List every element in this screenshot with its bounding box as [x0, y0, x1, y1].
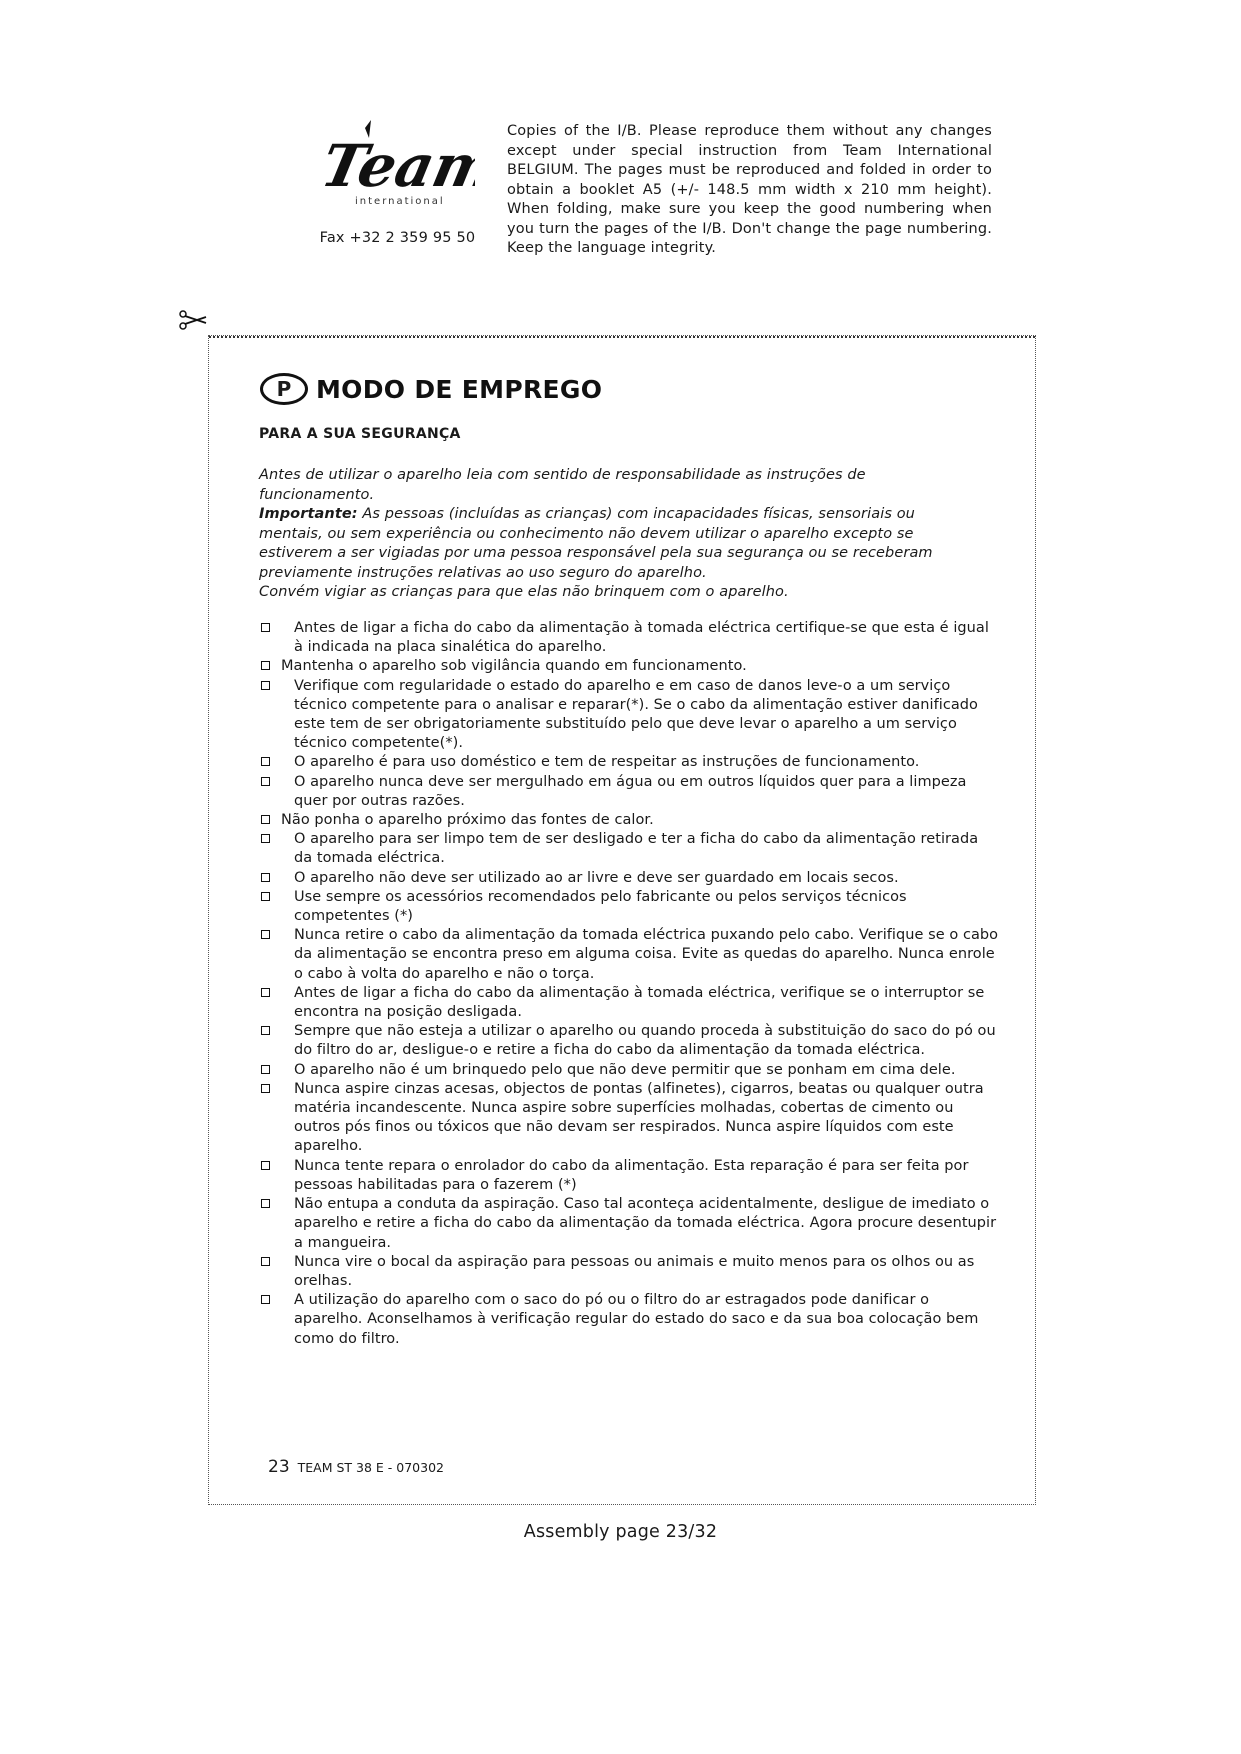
document-code: TEAM ST 38 E - 070302 [297, 1460, 444, 1475]
safety-intro [259, 466, 979, 603]
section-heading [260, 373, 602, 405]
list-item: Nunca aspire cinzas acesas, objectos de pontas (alfinetes), cigarros, beatas ou qualquer outra matéria incandescente. Nunca aspire sobre superfícies molhadas, cobertas de cimento ou outros pós finos ou tóxicos que não devam ser respirados. Nunca aspire líquidos com este aparelho. [259, 1080, 999, 1157]
checkbox-bullet-icon [261, 988, 270, 997]
page-title: MODO DE EMPREGO [316, 374, 603, 404]
logo-text: Team [325, 131, 475, 200]
children-warning: Convém vigiar as crianças para que elas não brinquem com o aparelho. [259, 584, 789, 600]
assembly-page-label: Assembly page 23/32 [523, 1522, 718, 1542]
print-instructions: Copies of the I/B. Please reproduce them without any changes except under special instruction from Team International BELGIUM. The pages must be reproduced and folded in order to obtain a booklet A5 (+/- 148.5 mm width x 210 mm height). When folding, make sure you keep the good numbering when you turn the pages of the I/B. Don't change the page numbering. Keep the language integrity. [507, 123, 992, 256]
page-footer [268, 1457, 444, 1477]
checkbox-bullet-icon [261, 1026, 270, 1035]
important-text: As pessoas (incluídas as crianças) com incapacidades físicas, sensoriais ou mentais, ou sem experiência ou conhecimento não devem utilizar o aparelho excepto se estiverem a ser vigiadas por uma pessoa responsável pela sua segurança ou se receberam previamente instruções relativas ao uso seguro do aparelho. [259, 506, 933, 581]
list-item: Antes de ligar a ficha do cabo da alimentação à tomada eléctrica, verifique se o interruptor se encontra na posição desligada. [259, 984, 999, 1022]
safety-list [259, 619, 999, 1349]
intro-paragraph: Antes de utilizar o aparelho leia com sentido de responsabilidade as instruções de funcionamento. [259, 467, 866, 503]
list-item: Sempre que não esteja a utilizar o aparelho ou quando proceda à substituição do saco do pó ou do filtro do ar, desligue-o e retire a ficha do cabo da alimentação da tomada eléctrica. [259, 1022, 999, 1060]
list-item: Não entupa a conduta da aspiração. Caso tal aconteça acidentalmente, desligue de imediato o aparelho e retire a ficha do cabo da alimentação da tomada eléctrica. Agora procure desentupir a mangueira. [259, 1195, 999, 1253]
checkbox-bullet-icon [261, 892, 270, 901]
checkbox-bullet-icon [261, 681, 270, 690]
checkbox-bullet-icon [261, 873, 270, 882]
list-item: Antes de ligar a ficha do cabo da alimentação à tomada eléctrica certifique-se que esta é igual à indicada na placa sinalética do aparelho. [259, 619, 999, 657]
language-badge: P [260, 373, 308, 405]
checkbox-bullet-icon [261, 1161, 270, 1170]
logo-subtext: international [355, 196, 445, 207]
list-item: Nunca retire o cabo da alimentação da tomada eléctrica puxando pelo cabo. Verifique se o cabo da alimentação se encontra preso em alguma coisa. Evite as quedas do aparelho. Nunca enrole o cabo à volta do aparelho e não o torça. [259, 926, 999, 984]
important-label: Importante: [259, 506, 358, 522]
fax-number: Fax +32 2 359 95 50 [319, 230, 476, 246]
list-item: O aparelho é para uso doméstico e tem de respeitar as instruções de funcionamento. [259, 753, 999, 772]
list-item: Nunca tente repara o enrolador do cabo da alimentação. Esta reparação é para ser feita por pessoas habilitadas para o fazerem (*) [259, 1157, 999, 1195]
list-item: A utilização do aparelho com o saco do pó ou o filtro do ar estragados pode danificar o aparelho. Aconselhamos à verificação regular do estado do saco e da sua boa colocação bem como do filtro. [259, 1291, 999, 1349]
list-item: O aparelho para ser limpo tem de ser desligado e ter a ficha do cabo da alimentação retirada da tomada eléctrica. [259, 830, 999, 868]
list-item: Mantenha o aparelho sob vigilância quando em funcionamento. [259, 657, 999, 676]
checkbox-bullet-icon [261, 661, 270, 670]
list-item: Verifique com regularidade o estado do aparelho e em caso de danos leve-o a um serviço técnico competente para o analisar e reparar(*). Se o cabo da alimentação estiver danificado este tem de ser obrigatoriamente substituído pelo que deve levar o aparelho a um serviço técnico competente(*). [259, 677, 999, 754]
section-subtitle: PARA A SUA SEGURANÇA [259, 426, 461, 442]
list-item: Não ponha o aparelho próximo das fontes de calor. [259, 811, 999, 830]
list-item: O aparelho não é um brinquedo pelo que não deve permitir que se ponham em cima dele. [259, 1061, 999, 1080]
checkbox-bullet-icon [261, 815, 270, 824]
checkbox-bullet-icon [261, 757, 270, 766]
page-number: 23 [268, 1457, 290, 1477]
checkbox-bullet-icon [261, 1065, 270, 1074]
checkbox-bullet-icon [261, 1084, 270, 1093]
scissors-icon [178, 308, 210, 332]
checkbox-bullet-icon [261, 1257, 270, 1266]
checkbox-bullet-icon [261, 930, 270, 939]
list-item: O aparelho não deve ser utilizado ao ar livre e deve ser guardado em locais secos. [259, 869, 999, 888]
checkbox-bullet-icon [261, 777, 270, 786]
important-paragraph [259, 505, 979, 583]
list-item: O aparelho nunca deve ser mergulhado em água ou em outros líquidos quer para a limpeza quer por outras razões. [259, 773, 999, 811]
checkbox-bullet-icon [261, 1295, 270, 1304]
team-international-logo [325, 118, 475, 213]
checkbox-bullet-icon [261, 623, 270, 632]
list-item: Use sempre os acessórios recomendados pelo fabricante ou pelos serviços técnicos competentes (*) [259, 888, 999, 926]
list-item: Nunca vire o bocal da aspiração para pessoas ou animais e muito menos para os olhos ou as orelhas. [259, 1253, 999, 1291]
checkbox-bullet-icon [261, 834, 270, 843]
cut-line [209, 336, 1035, 338]
checkbox-bullet-icon [261, 1199, 270, 1208]
